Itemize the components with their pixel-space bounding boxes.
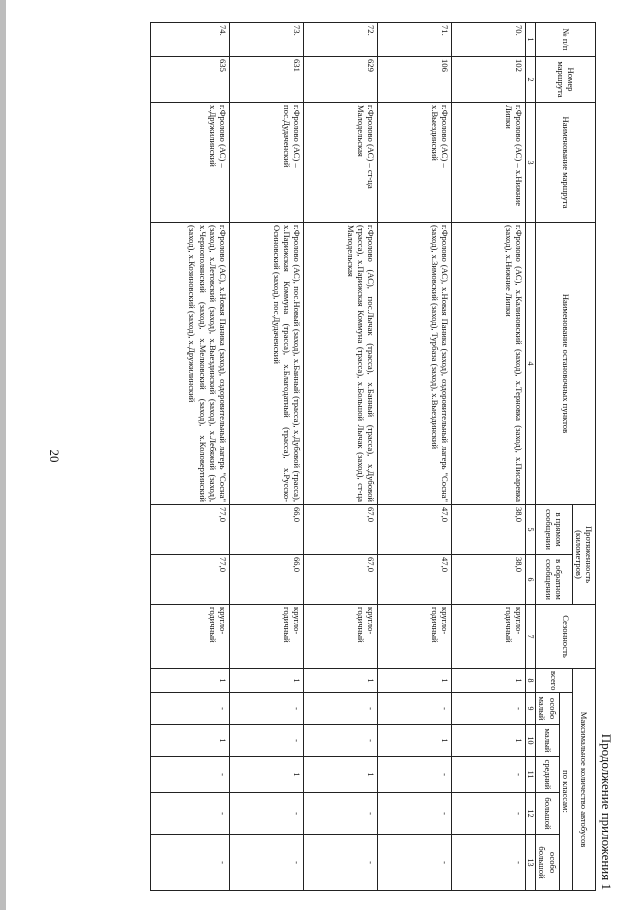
cell-small: - [229, 725, 303, 757]
table-row [303, 23, 377, 891]
cell-stops: г.Фролово (АС), х.Новая Паника (заход), оздоровительный лагерь "Сосна" (заход), х.Зимовский (заход), Турбаза (заход), х.Выездинский [377, 223, 451, 505]
column-number: 10 [525, 725, 535, 757]
cell-route-number: 102 [451, 57, 525, 103]
header-small: малый [536, 725, 559, 757]
scan-edge [0, 0, 6, 910]
cell-medium: - [377, 757, 451, 793]
header-length-forward: в прямом сообщении [536, 505, 572, 555]
cell-very-large: - [150, 835, 229, 891]
cell-large: - [451, 793, 525, 835]
header-large: большой [536, 793, 559, 835]
cell-route-number: 629 [303, 57, 377, 103]
column-number: 1 [525, 23, 535, 57]
column-number: 2 [525, 57, 535, 103]
column-number: 7 [525, 605, 535, 669]
cell-num: 72. [303, 23, 377, 57]
cell-total: 1 [377, 669, 451, 693]
cell-total: 1 [229, 669, 303, 693]
cell-stops: г.Фролово (АС), пос.Новый (заход), х.Банный (трасса), х.Дубовой (трасса), х.Парижская Коммуна (трасса), х.Благодатный (трасса), х.Русско-Осиновский (заход), пос.Дудаченский [229, 223, 303, 505]
cell-route-name: г.Фролово (АС) – х.Дружилинский [150, 103, 229, 223]
cell-very-small: - [303, 693, 377, 725]
cell-total: 1 [303, 669, 377, 693]
cell-large: - [150, 793, 229, 835]
table-row [377, 23, 451, 891]
column-number: 12 [525, 793, 535, 835]
cell-num: 70. [451, 23, 525, 57]
cell-large: - [377, 793, 451, 835]
page-number: 20 [47, 449, 62, 463]
cell-very-large: - [229, 835, 303, 891]
header-max-buses: Максимальное количество автобусов [572, 669, 595, 891]
cell-large: - [303, 793, 377, 835]
cell-length-back: 67,0 [303, 555, 377, 605]
column-number: 3 [525, 103, 535, 223]
cell-length-forward: 47,0 [377, 505, 451, 555]
table-row [150, 23, 229, 891]
cell-length-forward: 66,0 [229, 505, 303, 555]
cell-season: кругло-годичный [377, 605, 451, 669]
cell-small: 1 [377, 725, 451, 757]
cell-small: - [303, 725, 377, 757]
header-by-class: по классам: [559, 693, 572, 891]
header-length-back: в обратном сообщении [536, 555, 572, 605]
cell-route-name: г.Фролово (АС) – х.Нижние Липки [451, 103, 525, 223]
column-number: 6 [525, 555, 535, 605]
column-number: 8 [525, 669, 535, 693]
cell-medium: 1 [229, 757, 303, 793]
cell-length-back: 66,0 [229, 555, 303, 605]
cell-small: 1 [451, 725, 525, 757]
header-route-name: Наименование маршрута [536, 103, 596, 223]
cell-season: кругло-годичный [451, 605, 525, 669]
cell-very-small: - [229, 693, 303, 725]
rotated-page [20, 22, 620, 890]
cell-route-number: 106 [377, 57, 451, 103]
cell-stops: г.Фролово (АС), пос.Лычак (трасса), х.Банный (трасса), х.Дубовой (трасса), х.Парижская Коммуна (трасса), х.Большой Лычак (заход), ст-ца Малодельская [303, 223, 377, 505]
cell-num: 73. [229, 23, 303, 57]
cell-very-small: - [377, 693, 451, 725]
cell-large: - [229, 793, 303, 835]
table-row [451, 23, 525, 891]
header-route-number: Номер маршрута [536, 57, 596, 103]
cell-season: кругло-годичный [229, 605, 303, 669]
cell-route-name: г.Фролово (АС) – пос.Дудаченский [229, 103, 303, 223]
appendix-title: Продолжение приложения 1 [599, 733, 614, 890]
cell-very-small: - [451, 693, 525, 725]
header-very-small: особо малый [536, 693, 559, 725]
cell-route-number: 635 [150, 57, 229, 103]
header-stops: Наименование остановочных пунктов [536, 223, 596, 505]
cell-length-forward: 77,0 [150, 505, 229, 555]
column-number: 9 [525, 693, 535, 725]
header-medium: средний [536, 757, 559, 793]
header-total: всего [536, 669, 572, 693]
cell-route-name: г.Фролово (АС) – ст-ца Малодельская [303, 103, 377, 223]
cell-very-small: - [150, 693, 229, 725]
table-row [229, 23, 303, 891]
cell-small: 1 [150, 725, 229, 757]
header-season: Сезонность [536, 605, 596, 669]
cell-length-back: 47,0 [377, 555, 451, 605]
column-number: 4 [525, 223, 535, 505]
cell-total: 1 [451, 669, 525, 693]
cell-total: 1 [150, 669, 229, 693]
cell-season: кругло-годичный [303, 605, 377, 669]
column-number: 11 [525, 757, 535, 793]
cell-very-large: - [303, 835, 377, 891]
cell-length-back: 77,0 [150, 555, 229, 605]
column-number: 5 [525, 505, 535, 555]
cell-medium: - [451, 757, 525, 793]
cell-num: 71. [377, 23, 451, 57]
cell-medium: - [150, 757, 229, 793]
cell-medium: 1 [303, 757, 377, 793]
header-very-large: особо большой [536, 835, 559, 891]
column-number: 13 [525, 835, 535, 891]
cell-num: 74. [150, 23, 229, 57]
cell-length-back: 38,0 [451, 555, 525, 605]
cell-length-forward: 38,0 [451, 505, 525, 555]
cell-route-number: 631 [229, 57, 303, 103]
cell-stops: г.Фролово (АС), х.Новая Паника (заход), оздоровительный лагерь "Сосна" (заход), х.Летовский (заход), х.Выездинский (заход), х.Лебяжий (заход), х.Чернополянский (заход), х.Мелковский (заход), х.Коловертинский (заход), х.Козиновский (заход), х.Дружилинский [150, 223, 229, 505]
routes-table [150, 22, 596, 891]
cell-length-forward: 67,0 [303, 505, 377, 555]
header-num: № п/п [536, 23, 596, 57]
cell-very-large: - [451, 835, 525, 891]
header-length: Протяженность (километров) [572, 505, 595, 605]
cell-route-name: г.Фролово (АС) – х.Выездинский [377, 103, 451, 223]
cell-stops: г.Фролово (АС), х.Калиновский (заход), х.Терновка (заход), х.Писаревка (заход), х.Нижние Липки [451, 223, 525, 505]
cell-season: кругло-годичный [150, 605, 229, 669]
cell-very-large: - [377, 835, 451, 891]
